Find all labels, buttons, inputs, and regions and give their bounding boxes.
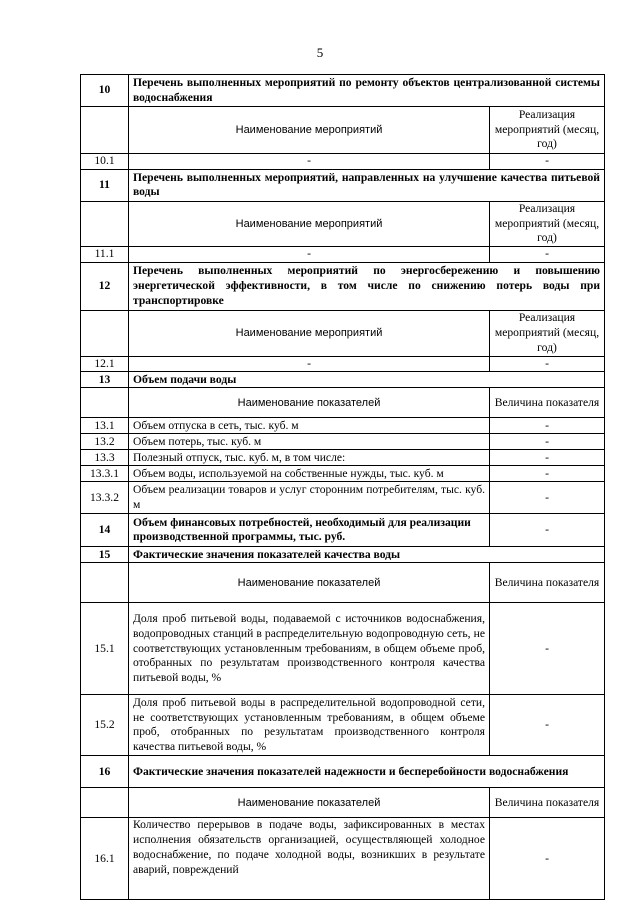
table-row	[81, 450, 605, 466]
row-value: -	[490, 450, 605, 466]
table-row	[81, 466, 605, 482]
row-value: -	[490, 434, 605, 450]
column-header-name: Наименование показателей	[129, 388, 490, 418]
row-value: -	[490, 695, 605, 756]
column-header-value: Величина показателя	[490, 563, 605, 603]
column-header-name: Наименование показателей	[129, 788, 490, 818]
section-13-header-row	[81, 388, 605, 418]
row-value: -	[490, 603, 605, 695]
section-number: 16	[81, 756, 129, 788]
row-name: -	[129, 154, 490, 170]
row-number: 10.1	[81, 154, 129, 170]
page-number: 5	[316, 45, 324, 60]
row-name-cell	[129, 818, 490, 900]
row-value: -	[490, 418, 605, 434]
section-14-row	[81, 514, 605, 547]
section-title: Перечень выполненных мероприятий, направленных на улучшение качества питьевой воды	[129, 169, 605, 201]
table-row	[81, 154, 605, 170]
row-number: 12.1	[81, 356, 129, 372]
row-number: 13.3	[81, 450, 129, 466]
row-value: -	[490, 247, 605, 263]
column-header-name: Наименование мероприятий	[129, 107, 490, 154]
row-number: 11.1	[81, 247, 129, 263]
row-name: Доля проб питьевой воды, подаваемой с источников водоснабжения, водопроводных станций в распределительную водопроводную сеть, не соответствующих установленным требованиям, в общем объеме проб, отобранных по результатам производственного контроля качества питьевой воды, %	[129, 603, 490, 695]
row-value: -	[490, 356, 605, 372]
row-number: 13.3.2	[81, 482, 129, 514]
section-title: Фактические значения показателей надежности и бесперебойности водоснабжения	[129, 756, 605, 788]
row-number: 13.3.1	[81, 466, 129, 482]
row-number: 13.1	[81, 418, 129, 434]
row-name: -	[129, 247, 490, 263]
section-title: Перечень выполненных мероприятий по энергосбережению и повышению энергетической эффективности, в том числе по снижению потерь воды при транспортировке	[129, 263, 605, 311]
column-header-value: Реализация мероприятий (месяц, год)	[490, 201, 605, 246]
section-number: 15	[81, 547, 129, 563]
section-number: 13	[81, 372, 129, 388]
column-header-name: Наименование мероприятий	[129, 201, 490, 246]
table-row	[81, 434, 605, 450]
section-number: 12	[81, 263, 129, 311]
row-value: -	[490, 466, 605, 482]
table-row	[81, 247, 605, 263]
column-header-name: Наименование показателей	[129, 563, 490, 603]
column-header-name: Наименование мероприятий	[129, 311, 490, 356]
row-name: Количество перерывов в подаче воды, зафиксированных в местах исполнения обязательств организацией, осуществляющей холодное водоснабжение, по подаче холодной воды, возникших в результате аварий, повреждений	[133, 818, 485, 876]
section-10-title-row	[81, 75, 605, 107]
section-15-title-row	[81, 547, 605, 563]
section-title: Объем подачи воды	[129, 372, 605, 388]
row-name: Полезный отпуск, тыс. куб. м, в том числе:	[129, 450, 490, 466]
section-16-header-row	[81, 788, 605, 818]
section-title: Фактические значения показателей качества воды	[129, 547, 605, 563]
column-header-value: Величина показателя	[490, 788, 605, 818]
section-number: 10	[81, 75, 129, 107]
section-number: 11	[81, 169, 129, 201]
table-row	[81, 356, 605, 372]
section-13-title-row	[81, 372, 605, 388]
section-title: Перечень выполненных мероприятий по ремонту объектов централизованной системы водоснабжения	[129, 75, 605, 107]
section-11-header-row	[81, 201, 605, 246]
column-header-value: Величина показателя	[490, 388, 605, 418]
section-title: Объем финансовых потребностей, необходимый для реализации производственной программы, тыс. руб.	[129, 514, 490, 547]
section-16-title-row	[81, 756, 605, 788]
row-value: -	[490, 818, 605, 900]
row-name: Доля проб питьевой воды в распределительной водопроводной сети, не соответствующих установленным требованиям, в общем объеме проб, отобранных по результатам производственного контроля качества питьевой воды, %	[129, 695, 490, 756]
row-number: 15.1	[81, 603, 129, 695]
row-value: -	[490, 154, 605, 170]
row-number: 13.2	[81, 434, 129, 450]
column-header-value: Реализация мероприятий (месяц, год)	[490, 107, 605, 154]
table-row	[81, 418, 605, 434]
section-11-title-row	[81, 169, 605, 201]
row-number: 16.1	[81, 818, 129, 900]
column-header-value: Реализация мероприятий (месяц, год)	[490, 311, 605, 356]
section-12-header-row	[81, 311, 605, 356]
report-table	[80, 74, 605, 900]
table-row	[81, 603, 605, 695]
row-name: -	[129, 356, 490, 372]
row-name: Объем воды, используемой на собственные нужды, тыс. куб. м	[129, 466, 490, 482]
row-name: Объем потерь, тыс. куб. м	[129, 434, 490, 450]
section-number: 14	[81, 514, 129, 547]
table-row	[81, 818, 605, 900]
row-name: Объем реализации товаров и услуг сторонним потребителям, тыс. куб. м	[129, 482, 490, 514]
row-name: Объем отпуска в сеть, тыс. куб. м	[129, 418, 490, 434]
table-row	[81, 482, 605, 514]
table-row	[81, 695, 605, 756]
row-value: -	[490, 514, 605, 547]
row-value: -	[490, 482, 605, 514]
section-12-title-row	[81, 263, 605, 311]
row-number: 15.2	[81, 695, 129, 756]
section-15-header-row	[81, 563, 605, 603]
section-10-header-row	[81, 107, 605, 154]
